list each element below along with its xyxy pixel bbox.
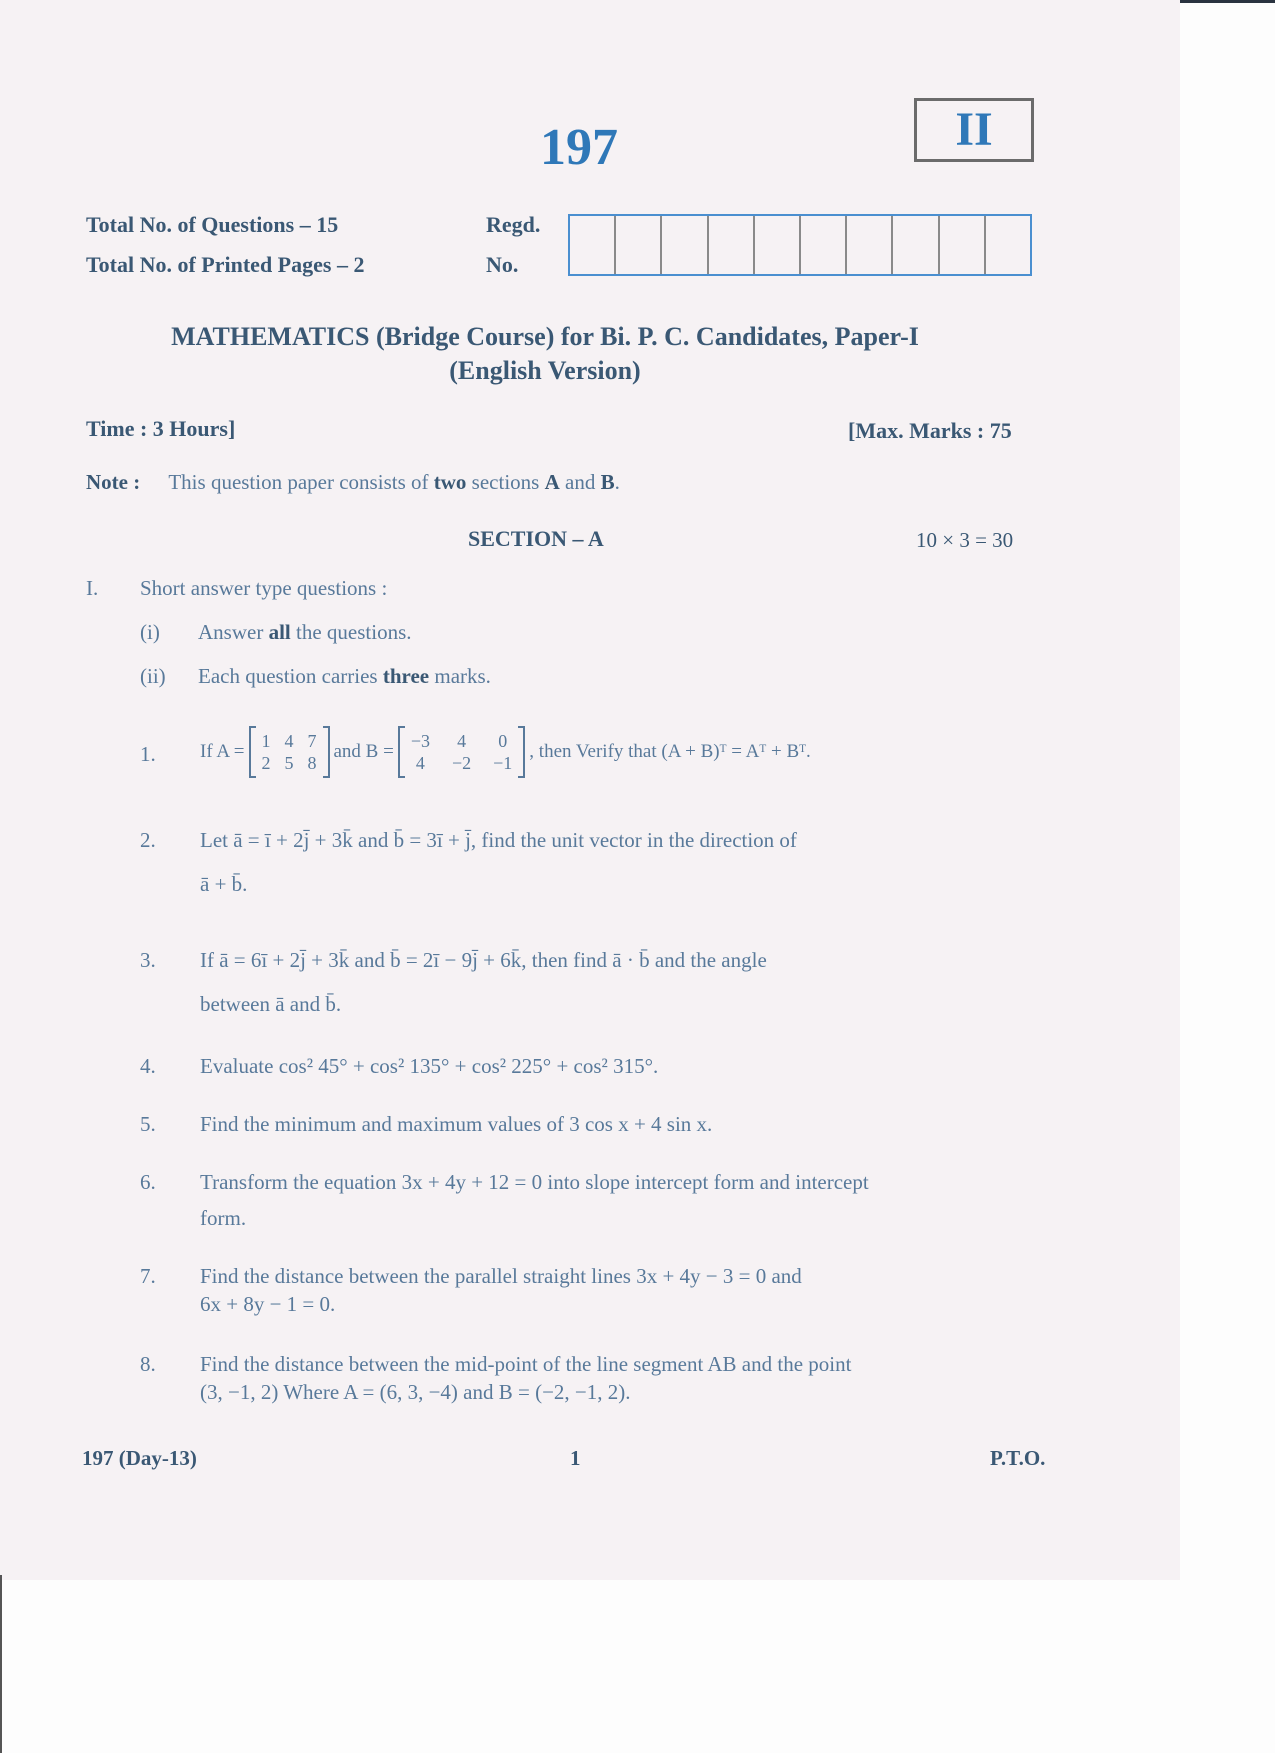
note-text: and <box>559 470 601 494</box>
instruction-text: the questions. <box>290 620 412 644</box>
edge-line-left <box>0 1575 2 1753</box>
regd-digit-cell[interactable] <box>801 216 847 274</box>
regd-digit-cell[interactable] <box>940 216 986 274</box>
question-7-line-2: 6x + 8y − 1 = 0. <box>200 1292 336 1316</box>
instruction-text: Each question carries <box>198 664 383 688</box>
total-pages: Total No. of Printed Pages – 2 <box>86 252 365 277</box>
matrix-cell: 8 <box>307 753 317 773</box>
question-2-line-2: ā + b̄. <box>200 872 248 896</box>
question-number: 1. <box>140 742 156 766</box>
question-2-line-1: Let ā = ī + 2j̄ + 3k̄ and b̄ = 3ī + j̄, find the unit vector in the direction of <box>200 828 797 852</box>
matrix-cell: 7 <box>307 731 317 751</box>
matrix-cell: −2 <box>451 753 472 773</box>
question-number: 2. <box>140 828 156 852</box>
instruction-number: (ii) <box>140 664 166 688</box>
question-4: Evaluate cos² 45° + cos² 135° + cos² 225° + cos² 315°. <box>200 1054 659 1078</box>
question-number: 6. <box>140 1170 156 1194</box>
regd-digit-cell[interactable] <box>616 216 662 274</box>
note-line <box>86 470 620 495</box>
regd-digit-cell[interactable] <box>709 216 755 274</box>
matrix-cell: 4 <box>284 731 294 751</box>
bracket-right-icon <box>323 726 330 778</box>
instruction-1 <box>198 620 412 645</box>
matrix-cell: 4 <box>415 753 425 773</box>
bracket-left-icon <box>249 726 256 778</box>
bracket-left-icon <box>398 726 405 778</box>
regd-digit-cell[interactable] <box>986 216 1030 274</box>
note-text: sections <box>466 470 545 494</box>
matrix-cell: 0 <box>498 731 508 751</box>
paper-version: (English Version) <box>449 356 641 385</box>
regd-digit-cell[interactable] <box>893 216 939 274</box>
question-text: If A = <box>200 741 245 762</box>
set-label-box: II <box>914 98 1034 162</box>
note-text: This question paper consists of <box>168 470 434 494</box>
section-a-marks: 10 × 3 = 30 <box>916 528 1014 552</box>
regd-label: Regd. <box>486 212 541 237</box>
paper-code: 197 <box>540 119 618 176</box>
question-6-line-1: Transform the equation 3x + 4y + 12 = 0 into slope intercept form and intercept <box>200 1170 869 1194</box>
regd-no-label: No. <box>486 252 519 277</box>
instruction-text: marks. <box>429 664 491 688</box>
regd-digit-cell[interactable] <box>662 216 708 274</box>
question-6-line-2: form. <box>200 1206 247 1230</box>
regd-digit-cell[interactable] <box>570 216 616 274</box>
question-number: 4. <box>140 1054 156 1078</box>
note-bold: two <box>433 470 467 494</box>
note-section-b: B <box>600 470 615 494</box>
question-number: 8. <box>140 1352 156 1376</box>
footer-code: 197 (Day-13) <box>82 1446 197 1470</box>
question-number: 3. <box>140 948 156 972</box>
question-3-line-1: If ā = 6ī + 2j̄ + 3k̄ and b̄ = 2ī − 9j̄ + 6k̄, then find ā · b̄ and the angle <box>200 948 767 972</box>
section-intro: Short answer type questions : <box>140 576 388 600</box>
instruction-text: Answer <box>198 620 269 644</box>
note-text: . <box>614 470 620 494</box>
bracket-right-icon <box>518 726 525 778</box>
max-marks: [Max. Marks : 75 <box>848 418 1012 443</box>
regd-digit-cell[interactable] <box>755 216 801 274</box>
matrix-cell: 5 <box>284 753 294 773</box>
time-allowed: Time : 3 Hours] <box>86 416 236 441</box>
question-8-line-2: (3, −1, 2) Where A = (6, 3, −4) and B = (−2, −1, 2). <box>200 1380 631 1404</box>
page-number: 1 <box>570 1446 581 1470</box>
question-text: , then Verify that (A + B)ᵀ = Aᵀ + Bᵀ. <box>529 741 811 762</box>
instruction-2 <box>198 664 491 689</box>
note-label: Note : <box>86 470 141 494</box>
question-3-line-2: between ā and b̄. <box>200 992 342 1016</box>
question-7-line-1: Find the distance between the parallel straight lines 3x + 4y − 3 = 0 and <box>200 1264 802 1288</box>
matrix-cell: −1 <box>493 753 513 773</box>
section-a-title: SECTION – A <box>468 526 604 551</box>
matrix-b <box>398 726 525 778</box>
question-number: 5. <box>140 1112 156 1136</box>
instruction-bold: three <box>382 664 430 688</box>
instruction-number: (i) <box>140 620 160 644</box>
matrix-cell: 2 <box>261 753 271 773</box>
matrix-cell: −3 <box>410 731 430 751</box>
question-8-line-1: Find the distance between the mid-point of the line segment AB and the point <box>200 1352 852 1376</box>
question-1 <box>200 722 811 782</box>
regd-digit-cell[interactable] <box>847 216 893 274</box>
paper-title: MATHEMATICS (Bridge Course) for Bi. P. C. Candidates, Paper-I <box>171 322 919 351</box>
registration-number-field[interactable] <box>568 214 1032 276</box>
matrix-cell: 4 <box>457 731 467 751</box>
matrix-cell: 1 <box>261 731 271 751</box>
question-5: Find the minimum and maximum values of 3 cos x + 4 sin x. <box>200 1112 713 1136</box>
instruction-bold: all <box>268 620 291 644</box>
please-turn-over: P.T.O. <box>990 1446 1046 1470</box>
note-section-a: A <box>544 470 560 494</box>
part-roman-numeral: I. <box>86 576 99 600</box>
edge-line-top <box>1180 0 1275 3</box>
question-text: and B = <box>333 741 394 762</box>
total-questions: Total No. of Questions – 15 <box>86 212 339 237</box>
matrix-a <box>249 726 330 778</box>
question-number: 7. <box>140 1264 156 1288</box>
